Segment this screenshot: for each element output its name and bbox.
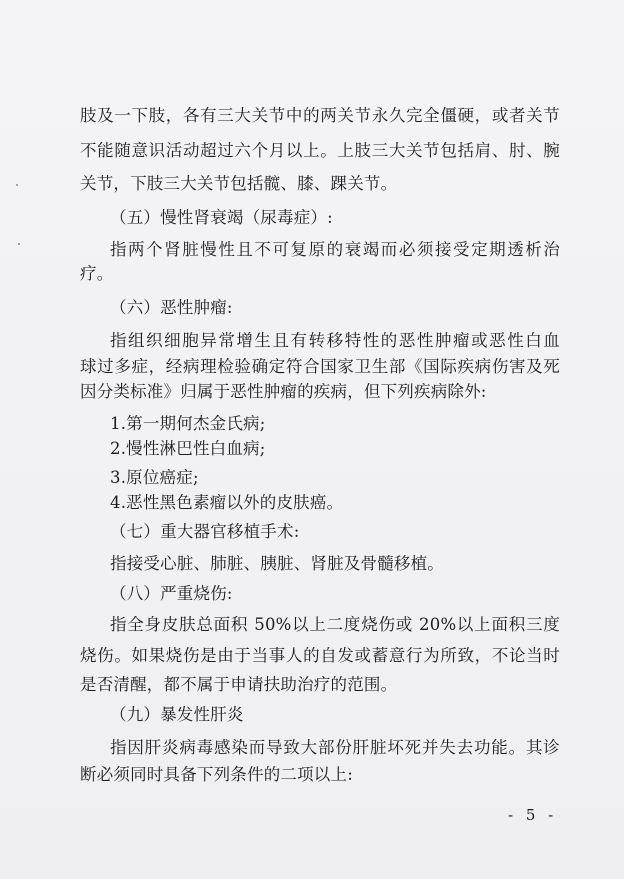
paragraph-line: 肢及一下肢，各有三大关节中的两关节永久完全僵硬，或者关节	[80, 106, 560, 125]
paragraph-line: 指两个肾脏慢性且不可复原的衰竭而必须接受定期透析治	[110, 240, 560, 259]
page-number: - 5 -	[508, 806, 558, 824]
paragraph-line: 是否清醒，都不属于申请扶助治疗的范围。	[80, 675, 398, 694]
list-item: 1.第一期何杰金氏病;	[110, 414, 266, 433]
paragraph-line: 断必须同时具备下列条件的二项以上:	[80, 765, 353, 784]
section-heading: （六）恶性肿瘤:	[110, 298, 233, 317]
section-heading: （七）重大器官移植手术:	[110, 522, 300, 541]
paragraph-line: 指组织细胞异常增生且有转移特性的恶性肿瘤或恶性白血	[110, 331, 560, 350]
paragraph-line: 指全身皮肤总面积 50%以上二度烧伤或 20%以上面积三度	[110, 615, 560, 634]
section-heading: （八）严重烧伤:	[110, 584, 233, 603]
paragraph-line: 烧伤。如果烧伤是由于当事人的自发或蓄意行为所致，不论当时	[80, 646, 560, 665]
list-item: 3.原位癌症;	[110, 468, 199, 487]
paragraph-line: 指因肝炎病毒感染而导致大部份肝脏坏死并失去功能。其诊	[110, 738, 560, 757]
section-heading: （九）暴发性肝炎	[110, 705, 244, 724]
paragraph-line: 球过多症，经病理检验确定符合国家卫生部《国际疾病伤害及死	[80, 357, 560, 376]
section-heading: （五）慢性肾衰竭（尿毒症）:	[110, 208, 333, 227]
paragraph-line: 指接受心脏、肺脏、胰脏、肾脏及骨髓移植。	[110, 554, 444, 573]
scan-speck	[18, 243, 20, 245]
scan-speck	[16, 184, 18, 186]
paragraph-line: 关节，下肢三大关节包括髋、膝、踝关节。	[80, 174, 398, 193]
paragraph-line: 因分类标准》归属于恶性肿瘤的疾病，但下列疾病除外:	[80, 382, 487, 401]
list-item: 2.慢性淋巴性白血病;	[110, 439, 266, 458]
list-item: 4.恶性黑色素瘤以外的皮肤癌。	[110, 493, 344, 512]
paragraph-line: 疗。	[80, 264, 114, 283]
paragraph-line: 不能随意识活动超过六个月以上。上肢三大关节包括肩、肘、腕	[80, 141, 560, 160]
